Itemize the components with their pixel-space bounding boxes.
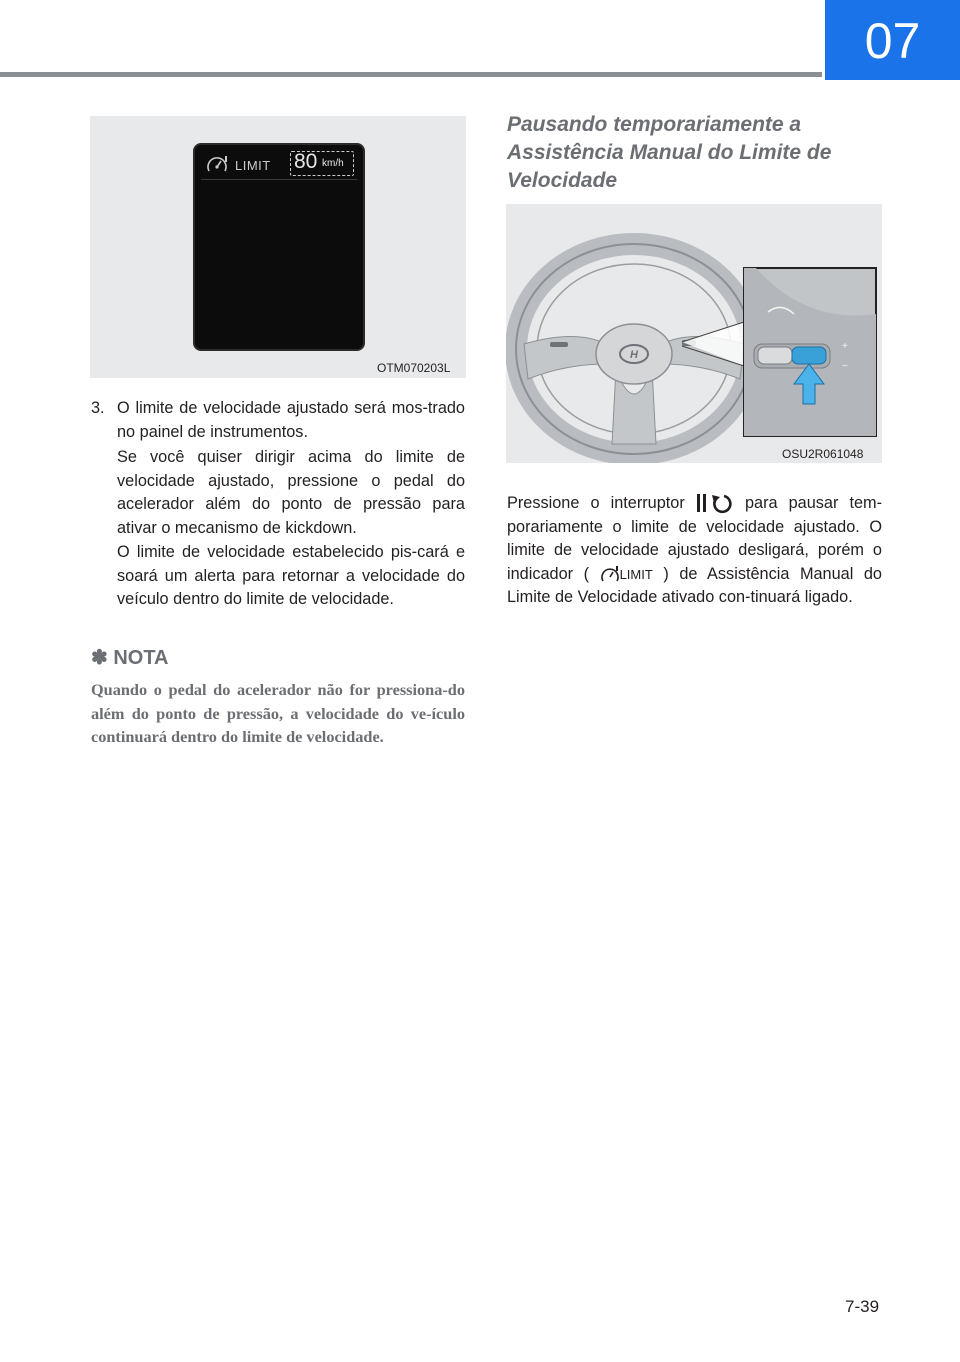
paragraph-part1: Pressione o interruptor [507,494,685,512]
section-title: Pausando temporariamente a Assistência Manual do Limite de Velocidade [507,113,832,192]
paragraph-part2: para pausar tem-porariamente o limite de velocidade ajustado. O limite de velocidade ajustado desligará, porém o indicador ( [507,494,883,583]
steering-wheel-illustration [506,204,882,463]
step3-line1: O limite de velocidade ajustado será mos-trado no painel de instrumentos. [117,399,465,441]
svg-text:H: H [630,349,638,361]
speed-unit: km/h [322,158,344,169]
cluster-divider [201,179,357,180]
speed-value: 80 [294,150,318,173]
step-number: 3. [91,399,105,417]
svg-text:−: − [842,361,848,372]
chapter-number: 07 [864,13,921,69]
speed-limit-icon [600,565,620,585]
figure-code-right: OSU2R061048 [782,447,864,461]
pause-resume-icon [696,492,734,514]
figure-code-left: OTM070203L [377,361,451,375]
paragraph-part3: ) de Assistência Manual do Limite de Velocidade ativado con-tinuará ligado. [507,564,882,606]
steering-wheel-figure [506,204,882,463]
chapter-tab [825,0,960,80]
indicator-label: LIMIT [619,566,653,582]
note-text: Quando o pedal do acelerador não for pressiona-do além do ponto de pressão, a velocidade do ve-ículo continuará dentro do limite de velocidade. [91,680,465,746]
section-paragraph [507,492,882,610]
header-rule [0,72,822,77]
limit-label: LIMIT [235,158,271,173]
speed-limit-icon [205,155,231,175]
step3-para3: O limite de velocidade estabelecido pis-cará e soará um alerta para retornar a velocidade do veículo dentro do limite de velocidade. [117,543,465,608]
svg-text:+: + [842,341,848,352]
step3-para2: Se você quiser dirigir acima do limite de velocidade ajustado, pressione o pedal do acelerador além do ponto de pressão para ativar o mecanismo de kickdown. [117,448,465,537]
page-number: 7-39 [845,1297,880,1316]
instrument-cluster-display [195,145,363,349]
note-heading: ✽ NOTA [91,647,169,669]
